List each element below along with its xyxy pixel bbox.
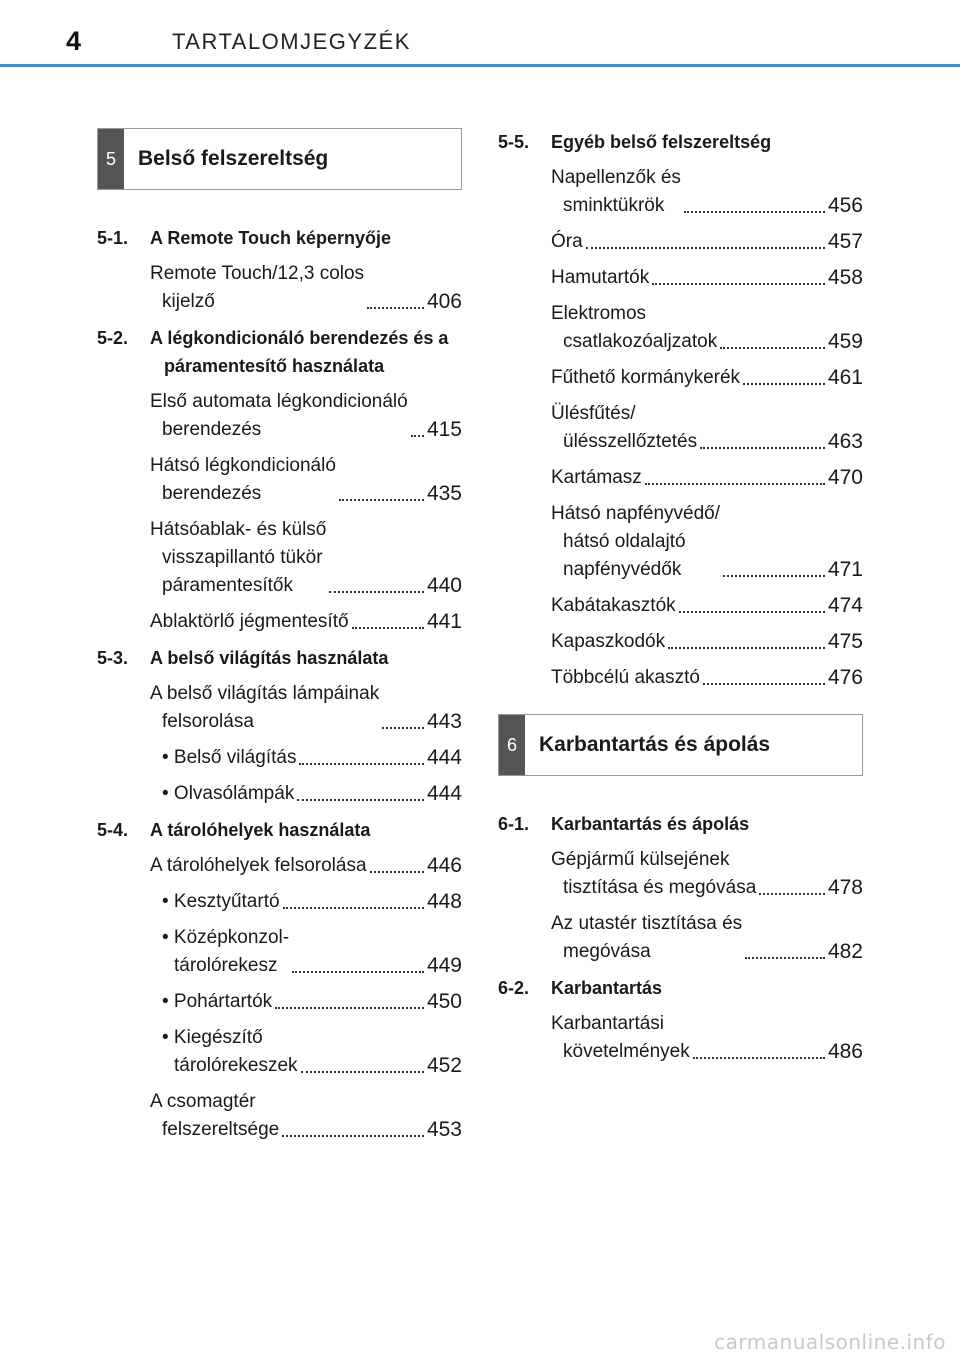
toc-entry[interactable] [551,400,863,456]
toc-entry-label: Hátsó légkondicionáló berendezés [150,455,336,504]
subsection-title: Egyéb belső felszereltség [551,132,772,152]
toc-entry-label: Elektromos csatlakozóaljzatok [551,303,718,352]
toc-page-number: 444 [426,746,462,769]
toc-entry[interactable] [551,846,863,902]
toc-entry-text [551,664,828,692]
toc-page-number: 459 [827,330,863,353]
toc-page-number: 448 [426,890,462,913]
toc-entry-label: Óra [551,231,583,252]
dot-leader [745,957,825,959]
toc-entry-text [551,364,828,392]
toc-entry-text [150,680,427,736]
toc-page-number: 406 [426,290,462,313]
toc-entry-label: • Belső világítás [162,747,297,768]
toc-column-right [498,128,863,1066]
toc-page-number: 444 [426,782,462,805]
dot-leader [301,1071,424,1073]
dot-leader [297,799,424,801]
toc-entry[interactable] [551,500,863,584]
toc-entry[interactable] [551,228,863,256]
toc-entry-label: Hátsó napfényvédő/ hátsó oldalajtó napfényvédők [551,503,721,580]
toc-entry[interactable] [150,260,462,316]
toc-entry[interactable] [150,680,462,736]
toc-page-number: 461 [827,366,863,389]
dot-leader [292,971,424,973]
toc-page-number: 453 [426,1118,462,1141]
dot-leader [586,247,825,249]
toc-page-number: 471 [827,558,863,581]
toc-page-number: 476 [827,666,863,689]
subsection-heading[interactable] [498,128,863,156]
spacer [498,776,863,802]
subsection-number: 6-1. [498,814,530,834]
page-header [0,0,960,70]
toc-entry-text [150,516,427,600]
subsection-number: 6-2. [498,978,530,998]
toc-entry-label: Ülésfűtés/ ülésszellőztetés [551,403,698,452]
toc-entry[interactable] [162,1024,462,1080]
toc-entry-text [162,780,427,808]
toc-entry[interactable] [162,888,462,916]
dot-leader [668,647,825,649]
toc-entry-label: • Középkonzol- tárolórekesz [162,927,290,976]
dot-leader [693,1057,825,1059]
toc-page-number: 463 [827,430,863,453]
toc-page-number: 486 [827,1040,863,1063]
toc-page-number: 458 [827,266,863,289]
toc-entry[interactable] [551,264,863,292]
toc-entry[interactable] [162,780,462,808]
toc-page-number: 456 [827,194,863,217]
dot-leader [329,591,424,593]
toc-entry[interactable] [162,744,462,772]
toc-entry-text [551,464,828,492]
toc-entry[interactable] [150,516,462,600]
toc-entry-label: Ablaktörlő jégmentesítő [150,611,349,632]
dot-leader [759,893,825,895]
dot-leader [743,383,825,385]
toc-entry-text [150,260,427,316]
toc-entry-label: Kapaszkodók [551,631,666,652]
toc-entry[interactable] [551,910,863,966]
toc-page-number: 452 [426,1054,462,1077]
toc-page-number: 440 [426,574,462,597]
dot-leader [411,435,424,437]
toc-entry[interactable] [551,164,863,220]
toc-page-number: 450 [426,990,462,1013]
subsection-heading[interactable] [97,324,462,380]
toc-entry-text [551,300,828,356]
toc-entry-text [551,628,828,656]
toc-page-number: 482 [827,940,863,963]
toc-entry[interactable] [551,592,863,620]
subsection-number: 5-3. [97,648,129,668]
toc-entry-label: Remote Touch/12,3 colos kijelző [150,263,365,312]
section-header [97,128,462,190]
dot-leader [299,763,424,765]
toc-entry[interactable] [150,1088,462,1144]
toc-page-number: 470 [827,466,863,489]
toc-entry-label: • Kesztyűtartó [162,891,280,912]
toc-entry-text [551,400,828,456]
toc-entry-label: Hátsóablak- és külső visszapillantó tükör páramentesítők [150,519,327,596]
toc-entry-label: • Kiegészítő tárolórekeszek [162,1027,298,1076]
toc-entry-label: Fűthető kormánykerék [551,367,741,388]
toc-entry[interactable] [150,608,462,636]
toc-entry-label: Kabátakasztók [551,595,676,616]
dot-leader [339,499,424,501]
toc-entry-label: A tárolóhelyek felsorolása [150,855,367,876]
dot-leader [370,871,424,873]
section-header [498,714,863,776]
toc-entry-label: Hamutartók [551,267,650,288]
toc-entry-text [162,888,427,916]
dot-leader [720,347,825,349]
toc-entry-label: Napellenzők és sminktükrök [551,167,681,216]
dot-leader [382,727,424,729]
toc-entry-label: • Pohártartók [162,991,273,1012]
toc-entry-label: Első automata légkondicionáló berendezés [150,391,408,440]
subsection-number: 5-2. [97,328,129,348]
toc-entry-text [150,452,427,508]
dot-leader [275,1007,424,1009]
dot-leader [703,683,825,685]
toc-entry-text [162,1024,427,1080]
subsection-title: Karbantartás [551,978,663,998]
subsection-title: A Remote Touch képernyője [150,228,392,248]
toc-page-number: 457 [827,230,863,253]
dot-leader [700,447,825,449]
dot-leader [283,907,424,909]
subsection-number: 5-5. [498,132,530,152]
toc-entry[interactable] [150,388,462,444]
toc-entry-text [551,910,828,966]
subsection-number: 5-4. [97,820,129,840]
subsection-heading[interactable] [97,816,462,844]
toc-page-number: 446 [426,854,462,877]
page-title: TARTALOMJEGYZÉK [172,29,411,54]
section-title: Belső felszereltség [138,147,329,170]
toc-entry-label: Karbantartási követelmények [551,1013,690,1062]
page-number: 4 [66,26,82,56]
subsection-title: Karbantartás és ápolás [551,814,750,834]
dot-leader [679,611,825,613]
toc-entry-text [150,1088,427,1144]
toc-entry[interactable] [551,300,863,356]
toc-entry[interactable] [551,364,863,392]
toc-entry[interactable] [551,464,863,492]
toc-entry-text [150,608,427,636]
dot-leader [723,575,825,577]
toc-entry-text [150,852,427,880]
dot-leader [652,283,825,285]
subsection-heading[interactable] [97,644,462,672]
subsection-heading[interactable] [498,810,863,838]
toc-entry-label: A belső világítás lámpáinak felsorolása [150,683,380,732]
toc-entry[interactable] [162,988,462,1016]
toc-entry-text [551,592,828,620]
toc-entry[interactable] [150,852,462,880]
toc-entry[interactable] [551,664,863,692]
toc-entry-text [551,228,828,256]
toc-entry-label: Többcélú akasztó [551,667,700,688]
toc-entry-text [551,500,828,584]
subsection-heading[interactable] [498,974,863,1002]
subsection-title: A tárolóhelyek használata [150,820,371,840]
subsection-title: A légkondicionáló berendezés és a páramentesítő használata [150,328,449,376]
toc-entry-label: Az utastér tisztítása és megóvása [551,913,743,962]
toc-entry-label: A csomagtér felszereltsége [150,1091,280,1140]
toc-entry[interactable] [150,452,462,508]
dot-leader [367,307,424,309]
dot-leader [352,627,424,629]
toc-entry[interactable] [162,924,462,980]
toc-entry[interactable] [551,628,863,656]
toc-page-number: 435 [426,482,462,505]
dot-leader [282,1135,424,1137]
toc-entry-text [551,264,828,292]
toc-entry-text [551,846,828,902]
subsection-heading[interactable] [97,224,462,252]
toc-entry-label: Kartámasz [551,467,642,488]
section-title: Karbantartás és ápolás [539,733,771,756]
section-number-badge: 5 [98,129,124,189]
toc-page-number: 415 [426,418,462,441]
section-number-badge: 6 [499,715,525,775]
toc-entry-text [162,924,427,980]
toc-column-left [97,128,462,1144]
dot-leader [684,211,825,213]
toc-entry-label: Gépjármű külsejének tisztítása és megóvása [551,849,757,898]
toc-entry-text [551,1010,828,1066]
dot-leader [645,483,825,485]
toc-page-number: 443 [426,710,462,733]
toc-entry-text [162,744,427,772]
watermark: carmanualsonline.info [714,1330,946,1354]
header-rule [0,64,960,67]
toc-entry-text [551,164,828,220]
toc-entry-text [162,988,427,1016]
toc-entry[interactable] [551,1010,863,1066]
toc-page-number: 474 [827,594,863,617]
toc-entry-text [150,388,427,444]
toc-page-number: 441 [426,610,462,633]
spacer [97,190,462,216]
toc-page-number: 449 [426,954,462,977]
toc-page-number: 475 [827,630,863,653]
toc-page-number: 478 [827,876,863,899]
subsection-title: A belső világítás használata [150,648,389,668]
subsection-number: 5-1. [97,228,129,248]
toc-entry-label: • Olvasólámpák [162,783,295,804]
spacer [498,692,863,714]
